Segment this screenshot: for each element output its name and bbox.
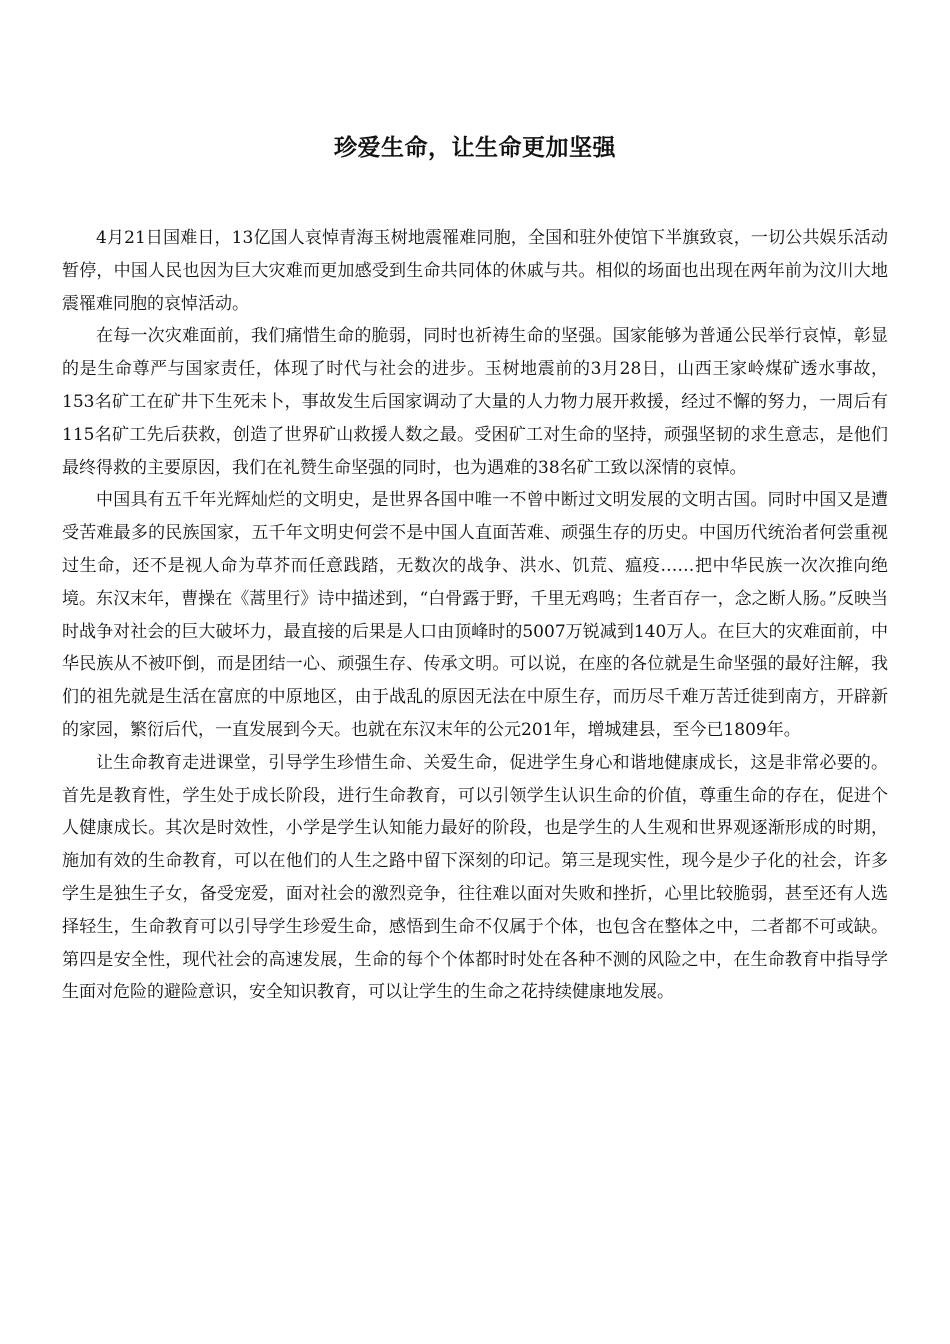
paragraph-1: 4月21日国难日，13亿国人哀悼青海玉树地震罹难同胞，全国和驻外使馆下半旗致哀，一切公共娱乐活动暂停，中国人民也因为巨大灾难而更加感受到生命共同体的休戚与共。相似的场面也出现在两年前为汶川大地震罹难同胞的哀悼活动。 xyxy=(62,228,888,314)
document-body xyxy=(62,222,888,1009)
document-page xyxy=(62,0,888,1344)
paragraph-2: 在每一次灾难面前，我们痛惜生命的脆弱，同时也祈祷生命的坚强。国家能够为普通公民举行哀悼，彰显的是生命尊严与国家责任，体现了时代与社会的进步。玉树地震前的3月28日，山西王家岭煤矿透水事故，153名矿工在矿井下生死未卜，事故发生后国家调动了大量的人力物力展开救援，经过不懈的努力，一周后有115名矿工先后获救，创造了世界矿山救援人数之最。受困矿工对生命的坚持，顽强坚韧的求生意志，是他们最终得救的主要原因，我们在礼赞生命坚强的同时，也为遇难的38名矿工致以深情的哀悼。 xyxy=(62,326,888,478)
paragraph-4: 让生命教育走进课堂，引导学生珍惜生命、关爱生命，促进学生身心和谐地健康成长，这是非常必要的。首先是教育性，学生处于成长阶段，进行生命教育，可以引领学生认识生命的价值，尊重生命的存在，促进个人健康成长。其次是时效性，小学是学生认知能力最好的阶段，也是学生的人生观和世界观逐渐形成的时期，施加有效的生命教育，可以在他们的人生之路中留下深刻的印记。第三是现实性，现今是少子化的社会，许多学生是独生子女，备受宠爱，面对社会的激烈竞争，往往难以面对失败和挫折，心里比较脆弱，甚至还有人选择轻生，生命教育可以引导学生珍爱生命，感悟到生命不仅属于个体，也包含在整体之中，二者都不可或缺。第四是安全性，现代社会的高速发展，生命的每个个体都时时处在各种不测的风险之中，在生命教育中指导学生面对危险的避险意识，安全知识教育，可以让学生的生命之花持续健康地发展。 xyxy=(62,752,888,1003)
document-title: 珍爱生命，让生命更加坚强 xyxy=(334,135,616,161)
paragraph-3: 中国具有五千年光辉灿烂的文明史，是世界各国中唯一不曾中断过文明发展的文明古国。同时中国又是遭受苦难最多的民族国家，五千年文明史何尝不是中国人直面苦难、顽强生存的历史。中国历代统治者何尝重视过生命，还不是视人命为草芥而任意践踏，无数次的战争、洪水、饥荒、瘟疫……把中华民族一次次推向绝境。东汉末年，曹操在《蒿里行》诗中描述到，“白骨露于野，千里无鸡鸣；生者百存一，念之断人肠。”反映当时战争对社会的巨大破坏力，最直接的后果是人口由顶峰时的5007万锐减到140万人。在巨大的灾难面前，中华民族从不被吓倒，而是团结一心、顽强生存、传承文明。可以说，在座的各位就是生命坚强的最好注解，我们的祖先就是生活在富庶的中原地区，由于战乱的原因无法在中原生存，而历尽千难万苦迁徙到南方，开辟新的家园，繁衍后代，一直发展到今天。也就在东汉末年的公元201年，增城建县，至今已1809年。 xyxy=(62,490,888,740)
